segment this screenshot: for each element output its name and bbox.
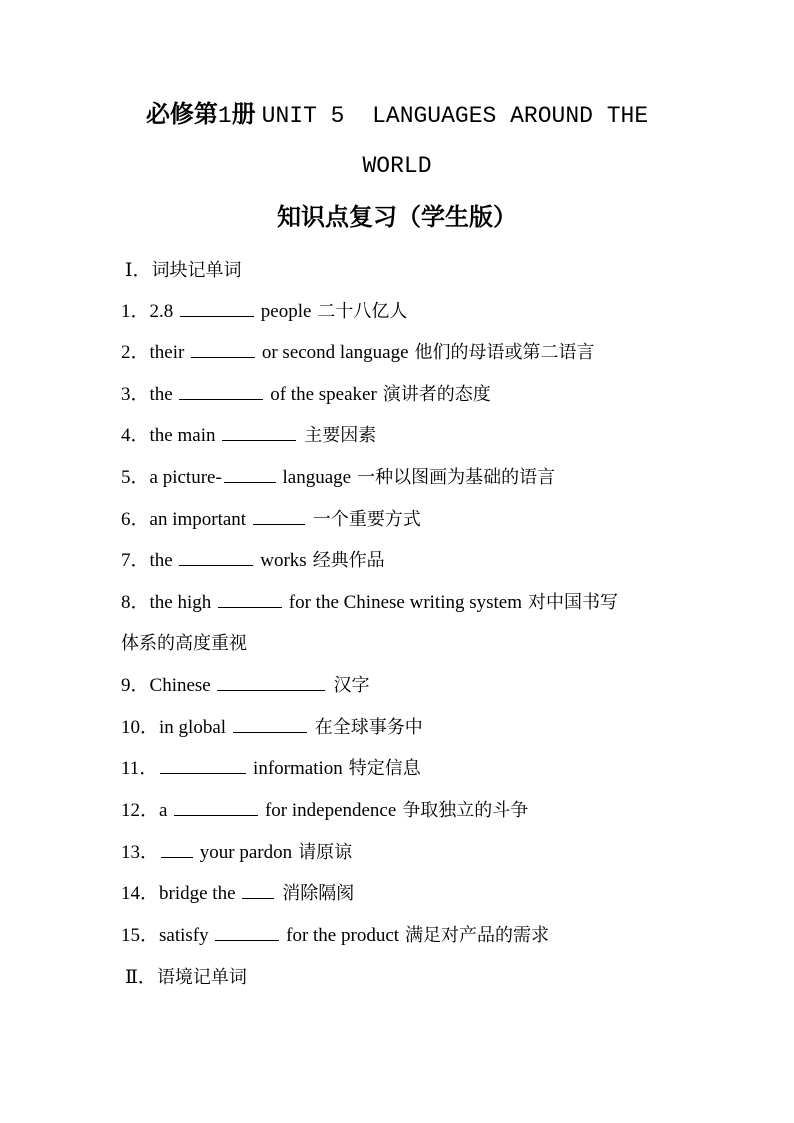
vocab-item-9: [121, 673, 369, 699]
answer-blank[interactable]: [179, 548, 253, 566]
item-text-after: your pardon: [195, 842, 293, 863]
vocab-item-7: [121, 548, 385, 574]
item-translation: 一个重要方式: [312, 509, 421, 530]
vocab-item-1: [121, 299, 407, 325]
section-heading-1: [121, 258, 242, 284]
item-translation: 他们的母语或第二语言: [414, 342, 595, 363]
section-heading-2: [121, 965, 247, 991]
item-text-after: for the product: [281, 925, 400, 946]
section-2-sep: ．: [137, 967, 157, 988]
item-number: 2．: [121, 342, 150, 363]
item-translation: 汉字: [333, 675, 370, 696]
item-text-before: 2.8: [149, 301, 179, 322]
answer-blank[interactable]: [217, 673, 325, 691]
answer-blank[interactable]: [242, 881, 274, 899]
title-book-suffix: 册: [231, 100, 256, 128]
title-unit: UNIT 5 LANGUAGES AROUND THE: [261, 103, 649, 129]
item-number: 10．: [121, 717, 160, 738]
section-1-label: 词块记单词: [151, 260, 242, 281]
item-text-before: in global: [159, 717, 231, 738]
vocab-item-12: [121, 798, 528, 824]
item-number: 1．: [121, 301, 150, 322]
vocab-item-6: [121, 507, 421, 533]
vocab-item-14: [121, 881, 354, 907]
item-number: 6．: [121, 509, 150, 530]
vocab-item-8-continued: 体系的高度重视: [121, 633, 247, 654]
item-text-after: for the Chinese writing system: [284, 592, 523, 613]
item-number: 3．: [121, 384, 150, 405]
document-title-continued: [0, 150, 794, 181]
vocab-item-13: [121, 840, 352, 866]
item-text-before: Chinese: [149, 675, 216, 696]
title-book-prefix: 必修第: [145, 100, 218, 128]
item-number: 8．: [121, 592, 150, 613]
document-subtitle: 知识点复习（学生版）: [277, 203, 517, 231]
vocab-item-10: [121, 715, 423, 741]
answer-blank[interactable]: [191, 340, 255, 358]
item-number: 5．: [121, 467, 150, 488]
item-number: 13．: [121, 842, 160, 863]
item-text-before: a: [159, 800, 173, 821]
answer-blank[interactable]: [224, 465, 276, 483]
answer-blank[interactable]: [215, 923, 279, 941]
item-text-after: works: [255, 550, 307, 571]
vocab-item-2: [121, 340, 595, 366]
item-text-before: the: [149, 550, 178, 571]
item-number: 9．: [121, 675, 150, 696]
item-text-before: the: [149, 384, 178, 405]
item-text-after: for independence: [260, 800, 397, 821]
item-text-before: the main: [149, 425, 221, 446]
vocab-item-15: [121, 923, 549, 949]
answer-blank[interactable]: [174, 798, 258, 816]
answer-blank[interactable]: [161, 840, 193, 858]
item-translation: 在全球事务中: [314, 717, 423, 738]
section-1-numeral: Ⅰ: [125, 260, 133, 281]
item-text-after: people: [256, 301, 312, 322]
document-title: [0, 99, 794, 131]
item-text-before: a picture-: [149, 467, 222, 488]
section-2-label: 语境记单词: [156, 967, 247, 988]
item-text-after: of the speaker: [265, 384, 377, 405]
title-line2: WORLD: [362, 153, 432, 179]
item-translation: 请原谅: [298, 842, 353, 863]
item-translation: 二十八亿人: [317, 301, 408, 322]
vocab-item-5: [121, 465, 555, 491]
item-translation: 满足对产品的需求: [405, 925, 550, 946]
answer-blank[interactable]: [253, 507, 305, 525]
item-number: 11．: [121, 758, 159, 779]
item-number: 4．: [121, 425, 150, 446]
item-number: 15．: [121, 925, 160, 946]
answer-blank[interactable]: [179, 382, 263, 400]
item-translation: 对中国书写: [528, 592, 619, 613]
item-text-before: the high: [149, 592, 217, 613]
item-text-before: satisfy: [159, 925, 214, 946]
answer-blank[interactable]: [218, 590, 282, 608]
section-2-numeral: Ⅱ: [125, 967, 138, 988]
answer-blank[interactable]: [233, 715, 307, 733]
item-translation: 经典作品: [312, 550, 385, 571]
answer-blank[interactable]: [222, 423, 296, 441]
item-number: 14．: [121, 883, 160, 904]
item-text-after: or second language: [257, 342, 409, 363]
item-number: 7．: [121, 550, 150, 571]
item-number: 12．: [121, 800, 160, 821]
vocab-item-8: [121, 590, 618, 616]
item-text-after: language: [277, 467, 352, 488]
title-book-number: 1: [217, 103, 232, 129]
vocab-item-4: [121, 423, 376, 449]
item-translation: 争取独立的斗争: [402, 800, 529, 821]
item-text-before: their: [149, 342, 190, 363]
item-translation: 一种以图画为基础的语言: [357, 467, 556, 488]
item-text-before: bridge the: [159, 883, 241, 904]
item-translation: 消除隔阂: [282, 883, 355, 904]
vocab-item-3: [121, 382, 491, 408]
vocab-item-11: [121, 756, 421, 782]
item-translation: 特定信息: [348, 758, 421, 779]
item-text-after: information: [248, 758, 343, 779]
answer-blank[interactable]: [160, 756, 246, 774]
item-translation: 演讲者的态度: [382, 384, 491, 405]
item-text-before: an important: [149, 509, 251, 530]
item-translation: 主要因素: [304, 425, 377, 446]
answer-blank[interactable]: [180, 299, 254, 317]
section-1-sep: ．: [132, 260, 152, 281]
